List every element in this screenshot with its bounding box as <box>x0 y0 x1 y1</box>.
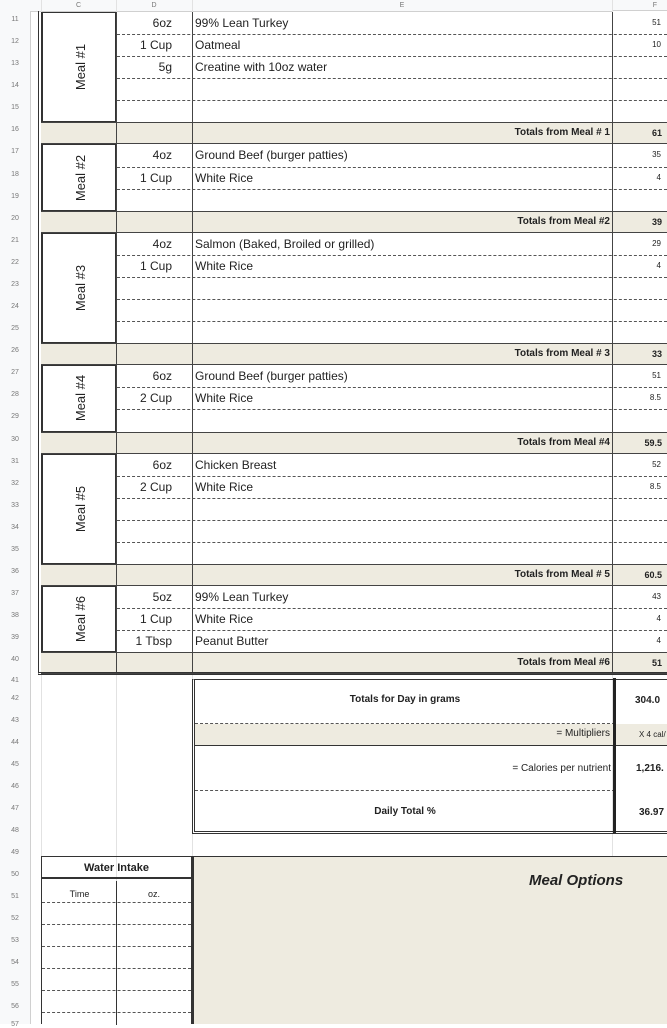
meal-qty[interactable]: 1 Tbsp <box>135 634 172 649</box>
water-intake-title: Water Intake <box>42 857 191 879</box>
row-number[interactable]: 30 <box>11 435 19 443</box>
multipliers-label: = Multipliers <box>556 728 610 739</box>
row-number[interactable]: 47 <box>11 805 19 812</box>
meal-item-name[interactable]: Salmon (Baked, Broiled or grilled) <box>195 236 375 251</box>
meal-qty[interactable]: 1 Cup <box>139 38 172 53</box>
column-header-c[interactable]: C <box>41 0 116 12</box>
meal-qty[interactable]: 1 Cup <box>139 170 172 185</box>
meal-totals-value[interactable]: 51 <box>651 658 662 669</box>
row-number[interactable]: 45 <box>11 761 19 768</box>
meal-qty[interactable]: 6oz <box>152 16 172 30</box>
row-number[interactable]: 23 <box>11 280 19 288</box>
row-number[interactable]: 51 <box>11 893 19 900</box>
row-number[interactable]: 48 <box>11 827 19 834</box>
meal-label: Meal #3 <box>73 264 88 312</box>
row-number[interactable]: 36 <box>11 568 19 575</box>
row-number[interactable]: 38 <box>11 612 19 620</box>
meal-item-name[interactable]: White Rice <box>195 479 254 494</box>
meal-qty[interactable]: 1 Cup <box>139 258 172 273</box>
meal-options-panel[interactable] <box>192 856 667 1024</box>
row-number[interactable]: 43 <box>11 717 19 724</box>
row-number[interactable]: 26 <box>11 347 19 355</box>
meal-item-name[interactable]: Oatmeal <box>195 38 241 53</box>
row-number[interactable]: 49 <box>11 849 19 856</box>
row-number[interactable]: 52 <box>11 915 19 922</box>
meal-item-value[interactable]: 8.5 <box>649 481 661 491</box>
meal-totals-label: Totals from Meal #6 <box>517 657 610 669</box>
row-number[interactable]: 27 <box>11 369 19 377</box>
totals-row <box>195 680 615 724</box>
row-number[interactable]: 28 <box>11 391 19 399</box>
row-number[interactable]: 55 <box>11 981 19 988</box>
calories-label: = Calories per nutrient <box>512 763 611 774</box>
daily-total-value[interactable]: 36.97 <box>639 807 665 818</box>
calories-row <box>195 747 615 791</box>
meal-qty[interactable]: 2 Cup <box>139 479 172 494</box>
meal-item-name[interactable]: 99% Lean Turkey <box>195 16 289 30</box>
row-number[interactable]: 29 <box>11 413 19 421</box>
water-time-header: Time <box>69 889 90 899</box>
row-number[interactable]: 44 <box>11 739 19 746</box>
meal-item-name[interactable]: White Rice <box>195 170 254 185</box>
column-header-f[interactable]: F <box>612 0 667 11</box>
meal-qty[interactable]: 5g <box>158 60 172 75</box>
meal-item-value[interactable]: 4 <box>656 260 661 270</box>
row-number[interactable]: 15 <box>11 104 19 112</box>
row-number[interactable]: 14 <box>11 82 19 90</box>
calories-value[interactable]: 1,216. <box>636 763 664 774</box>
meal-table-border <box>38 11 667 675</box>
meal-label: Meal #2 <box>73 154 88 201</box>
meal-qty[interactable]: 4oz <box>152 236 172 251</box>
meal-item-value[interactable]: 8.5 <box>649 393 661 403</box>
column-header-e[interactable]: E <box>192 0 612 12</box>
row-number[interactable]: 54 <box>11 959 19 966</box>
row-number[interactable]: 53 <box>11 937 19 944</box>
row-number[interactable]: 24 <box>11 303 19 311</box>
meal-item-value[interactable]: 10 <box>652 40 661 50</box>
meal-qty[interactable]: 6oz <box>152 369 172 384</box>
row-number[interactable]: 22 <box>11 258 19 266</box>
meal-qty[interactable]: 5oz <box>152 590 172 605</box>
summary-divider <box>613 678 616 833</box>
row-number[interactable]: 41 <box>11 677 19 684</box>
meal-totals-label: Totals from Meal # 3 <box>514 348 610 360</box>
row-number[interactable]: 31 <box>11 457 19 465</box>
multipliers-value[interactable]: X 4 cal/ <box>639 730 666 739</box>
meal-qty[interactable]: 6oz <box>152 457 172 472</box>
meal-totals-value[interactable]: 39 <box>651 216 662 227</box>
row-number[interactable]: 25 <box>11 325 19 333</box>
row-number[interactable]: 18 <box>11 170 19 178</box>
water-oz-header: oz. <box>147 889 160 899</box>
meal-item-name[interactable]: White Rice <box>195 391 254 406</box>
meal-item-value[interactable]: 51 <box>652 371 661 381</box>
meal-item-value[interactable]: 51 <box>652 18 661 27</box>
row-number[interactable]: 57 <box>11 1021 19 1028</box>
row-number[interactable]: 56 <box>11 1003 19 1010</box>
meal-item-name[interactable]: Ground Beef (burger patties) <box>195 369 348 384</box>
water-row[interactable] <box>42 902 191 903</box>
water-intake-table <box>41 856 192 1024</box>
meal-label: Meal #4 <box>73 375 88 422</box>
meal-item-name[interactable]: 99% Lean Turkey <box>195 590 289 605</box>
summary-panel <box>192 679 667 834</box>
meal-qty[interactable]: 1 Cup <box>139 612 172 627</box>
row-number[interactable]: 11 <box>11 16 19 23</box>
meal-totals-label: Totals from Meal # 1 <box>514 127 610 139</box>
row-number[interactable]: 37 <box>11 590 19 598</box>
meal-options-title: Meal Options <box>529 872 624 889</box>
totals-day-value[interactable]: 304.0 <box>635 695 661 706</box>
meal-item-value[interactable]: 4 <box>656 614 661 624</box>
meal-item-value[interactable]: 4 <box>656 172 661 182</box>
water-row[interactable] <box>42 924 191 925</box>
meal-item-value[interactable]: 43 <box>652 592 661 602</box>
water-row[interactable] <box>42 946 191 947</box>
row-number[interactable]: 13 <box>11 60 19 68</box>
meal-totals-label: Totals from Meal #4 <box>517 436 610 448</box>
meal-label: Meal #6 <box>73 596 88 643</box>
water-row[interactable] <box>42 1012 191 1013</box>
row-number[interactable]: 42 <box>11 695 19 702</box>
row-number[interactable]: 33 <box>11 501 19 509</box>
daily-total-row <box>195 792 615 832</box>
row-number[interactable]: 34 <box>11 523 19 531</box>
meal-item-value[interactable]: 52 <box>652 459 661 469</box>
water-row[interactable] <box>42 968 191 969</box>
row-number[interactable]: 35 <box>11 545 19 553</box>
row-number[interactable]: 17 <box>11 148 19 156</box>
meal-totals-label: Totals from Meal # 5 <box>514 569 610 580</box>
totals-day-label: Totals for Day in grams <box>349 694 461 705</box>
row-number[interactable]: 40 <box>11 656 19 664</box>
row-number[interactable]: 21 <box>11 236 19 244</box>
meal-totals-value[interactable]: 59.5 <box>644 437 662 448</box>
meal-item-name[interactable]: White Rice <box>195 612 254 627</box>
meal-totals-value[interactable]: 61 <box>651 128 662 139</box>
meal-label: Meal #1 <box>73 44 88 91</box>
meal-totals-label: Totals from Meal #2 <box>517 215 610 227</box>
row-number[interactable]: 32 <box>11 479 19 487</box>
meal-qty[interactable]: 2 Cup <box>139 391 172 406</box>
meal-item-value[interactable]: 35 <box>652 150 661 160</box>
column-header-d[interactable]: D <box>116 0 192 12</box>
meal-item-name[interactable]: White Rice <box>195 258 254 273</box>
row-number[interactable]: 19 <box>11 192 19 200</box>
row-number[interactable]: 16 <box>11 126 19 134</box>
meal-item-name[interactable]: Chicken Breast <box>195 457 277 472</box>
row-number[interactable]: 50 <box>11 871 19 878</box>
meal-item-value[interactable]: 4 <box>656 636 661 646</box>
daily-total-label: Daily Total % <box>374 806 436 817</box>
meal-item-name[interactable]: Creatine with 10oz water <box>195 60 328 75</box>
water-row[interactable] <box>42 990 191 991</box>
meal-item-value[interactable]: 29 <box>652 238 661 248</box>
row-number[interactable]: 12 <box>11 38 19 46</box>
meal-qty[interactable]: 4oz <box>152 148 172 163</box>
meal-totals-value[interactable]: 33 <box>651 349 662 360</box>
multipliers-row <box>195 724 667 746</box>
meal-label: Meal #5 <box>73 485 88 532</box>
row-number[interactable]: 39 <box>11 634 19 642</box>
meal-item-name[interactable]: Peanut Butter <box>195 634 269 649</box>
row-number[interactable]: 46 <box>11 783 19 790</box>
row-number[interactable]: 20 <box>11 214 19 222</box>
meal-item-name[interactable]: Ground Beef (burger patties) <box>195 148 348 163</box>
meal-totals-value[interactable]: 60.5 <box>644 570 662 580</box>
